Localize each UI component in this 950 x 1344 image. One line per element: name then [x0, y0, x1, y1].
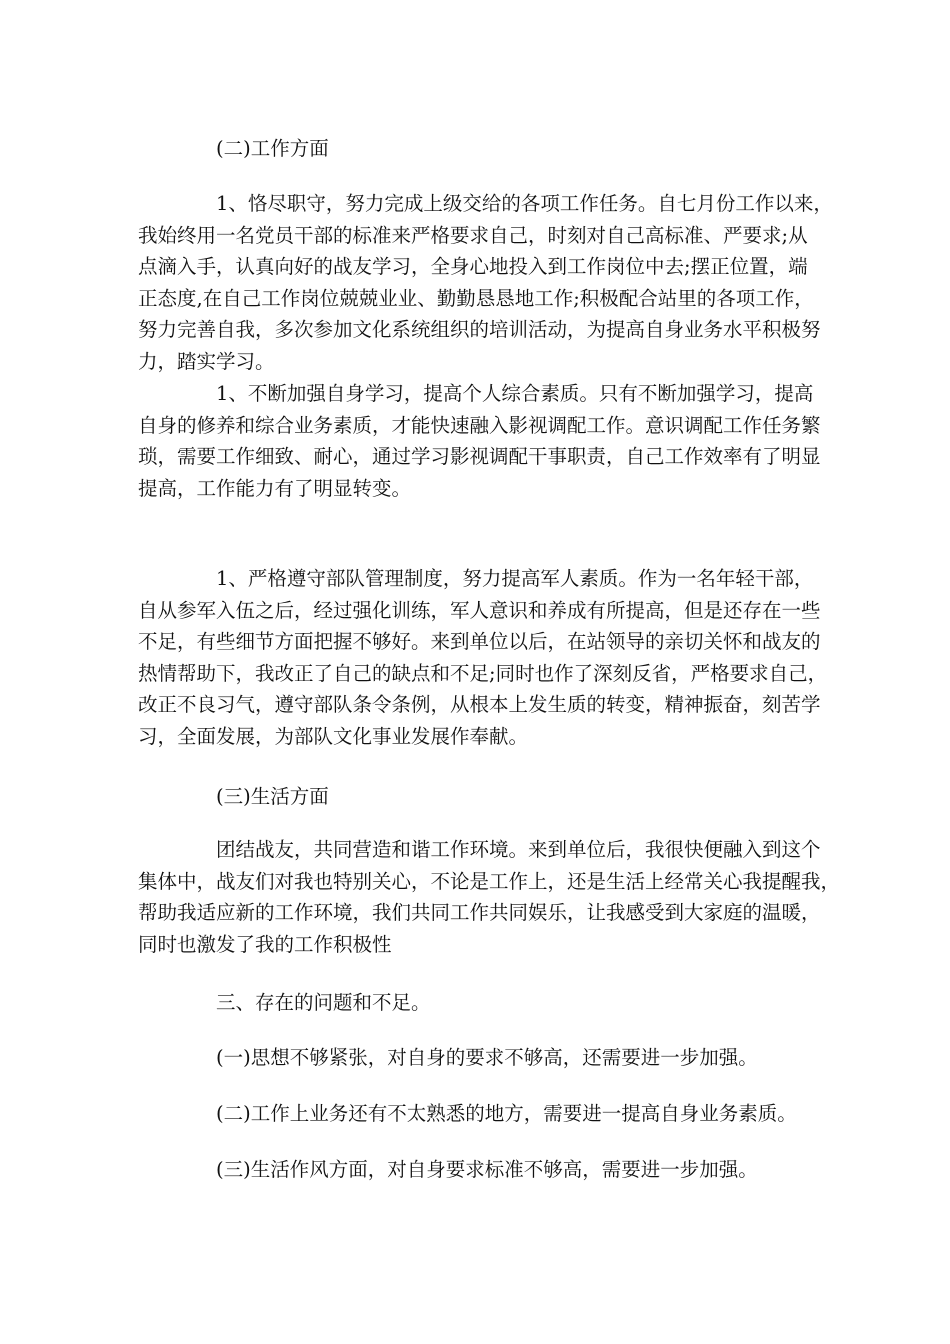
paragraph-line: 我始终用一名党员干部的标准来严格要求自己，时刻对自己高标准、严要求;从: [138, 223, 808, 247]
paragraph-line: 提高，工作能力有了明显转变。: [138, 476, 412, 500]
paragraph-line: 琐，需要工作细致、耐心，通过学习影视调配干事职责，自己工作效率有了明显: [138, 445, 821, 468]
paragraph-discipline: [138, 563, 828, 752]
paragraph-line: 热情帮助下，我改正了自己的缺点和不足;同时也作了深刻反省，严格要求自己，: [138, 661, 828, 685]
paragraph-line: 1、严格遵守部队管理制度，努力提高军人素质。作为一名年轻干部，: [216, 567, 814, 590]
paragraph-line: 帮助我适应新的工作环境，我们共同工作共同娱乐，让我感受到大家庭的温暖，: [138, 901, 821, 924]
paragraph-line: 自从参军入伍之后，经过强化训练，军人意识和养成有所提高，但是还存在一些: [138, 598, 821, 622]
paragraph-line: 同时也激发了我的工作积极性: [138, 932, 392, 956]
problem-item-3: (三)生活作风方面，对自身要求标准不够高，需要进一步加强。: [216, 1158, 758, 1181]
paragraph-line: 自身的修养和综合业务素质，才能快速融入影视调配工作。意识调配工作任务繁: [138, 413, 821, 437]
paragraph-duty: [138, 188, 833, 377]
paragraph-teamwork: [138, 834, 841, 960]
paragraph-line: 1、恪尽职守，努力完成上级交给的各项工作任务。自七月份工作以来，: [216, 192, 833, 215]
problem-item-1: (一)思想不够紧张，对自身的要求不够高，还需要进一步加强。: [216, 1046, 758, 1069]
paragraph-line: 努力完善自我，多次参加文化系统组织的培训活动，为提高自身业务水平积极努: [138, 318, 821, 341]
section-heading-life: (三)生活方面: [216, 785, 329, 808]
paragraph-line: 点滴入手，认真向好的战友学习，全身心地投入到工作岗位中去;摆正位置，端: [138, 255, 808, 278]
paragraph-line: 正态度,在自己工作岗位兢兢业业、勤勤恳恳地工作;积极配合站里的各项工作，: [138, 286, 814, 310]
paragraph-line: 力，踏实学习。: [138, 349, 275, 373]
paragraph-line: 不足，有些细节方面把握不够好。来到单位以后，在站领导的亲切关怀和战友的: [138, 630, 821, 653]
paragraph-line: 1、不断加强自身学习，提高个人综合素质。只有不断加强学习，提高: [216, 382, 814, 405]
problem-item-2: (二)工作上业务还有不太熟悉的地方，需要进一提高自身业务素质。: [216, 1102, 797, 1125]
paragraph-line: 团结战友，共同营造和谐工作环境。来到单位后，我很快便融入到这个: [216, 838, 821, 861]
section-heading-work: (二)工作方面: [216, 137, 329, 160]
paragraph-line: 改正不良习气，遵守部队条令条例，从根本上发生质的转变，精神振奋，刻苦学: [138, 693, 821, 716]
paragraph-study: [138, 378, 821, 504]
paragraph-line: 集体中，战友们对我也特别关心，不论是工作上，还是生活上经常关心我提醒我，: [138, 869, 841, 893]
section-heading-problems: 三、存在的问题和不足。: [216, 991, 431, 1014]
paragraph-line: 习，全面发展，为部队文化事业发展作奉献。: [138, 724, 529, 748]
